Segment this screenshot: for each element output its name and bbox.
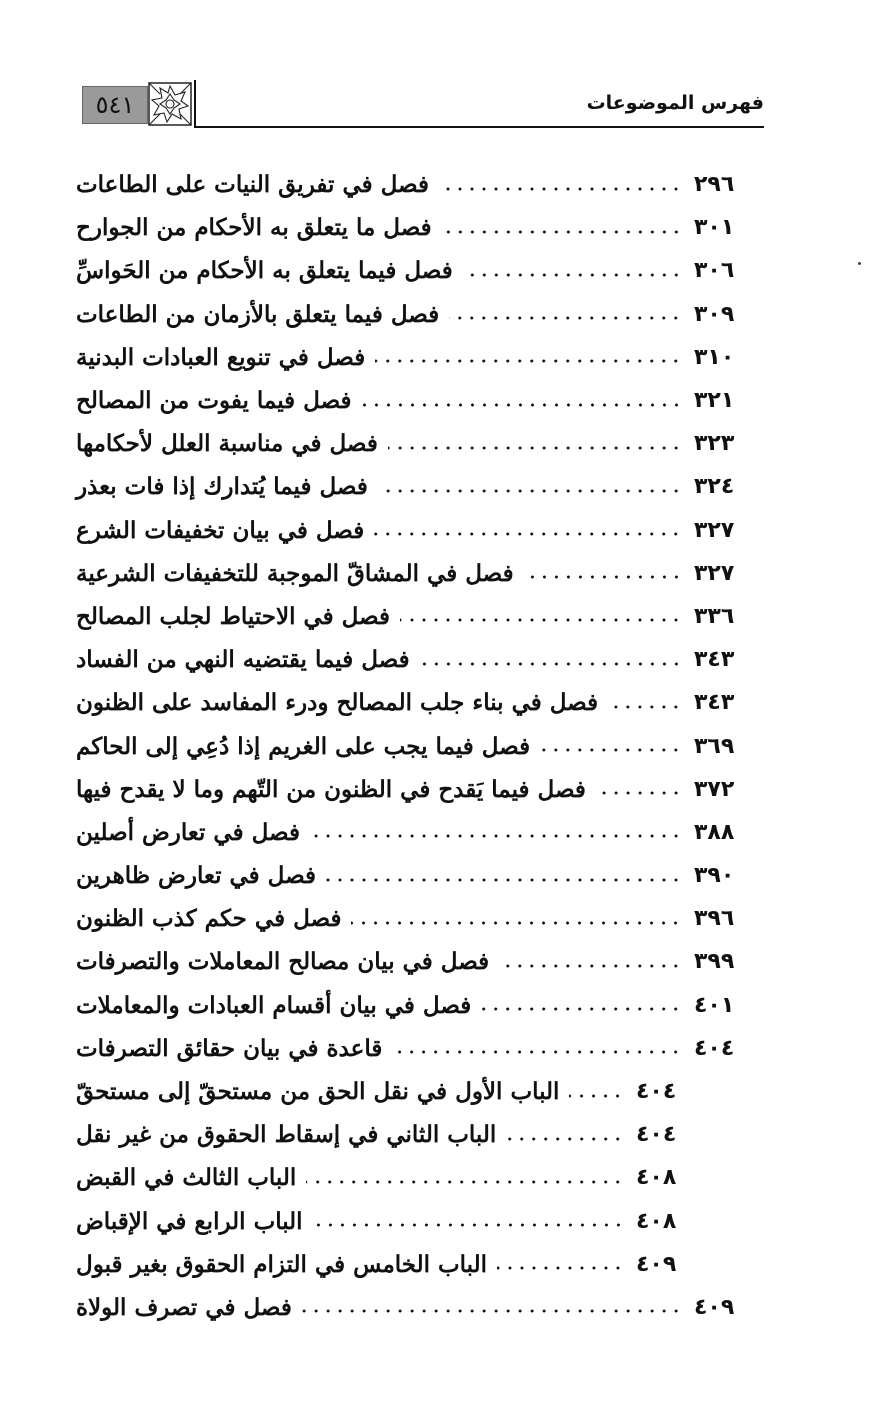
toc-entry-title: فصل في تعارض ظاهرين <box>76 862 317 890</box>
toc-entry-page: ٣٨٨ <box>694 819 735 845</box>
toc-entry-title: فصل في تنويع العبادات البدنية <box>76 343 366 371</box>
toc-entry-page: ٤٠٤ <box>636 1079 677 1105</box>
table-of-contents <box>76 163 762 1329</box>
dot-leader <box>306 1180 624 1184</box>
dot-leader <box>481 1007 682 1011</box>
dot-leader <box>449 316 682 320</box>
toc-entry-title: الباب الخامس في التزام الحقوق بغير قبول <box>76 1250 488 1278</box>
toc-entry <box>76 249 762 292</box>
toc-entry-page: ٣١٠ <box>694 344 735 370</box>
toc-entry-title: فصل فيما يتعلق به الأحكام من الحَواسِّ <box>76 257 453 285</box>
page-header <box>70 78 764 132</box>
toc-entry-title: فصل فيما يقتضيه النهي من الفساد <box>76 646 410 674</box>
toc-entry-page: ٣٤٣ <box>694 690 735 716</box>
toc-entry-page: ٣٠٦ <box>694 258 735 284</box>
toc-entry <box>76 1286 762 1329</box>
toc-entry <box>76 1027 762 1070</box>
toc-entry-page: ٣٩٦ <box>694 906 735 932</box>
toc-entry-page: ٣٩٠ <box>694 863 735 889</box>
toc-entry-title: قاعدة في بيان حقائق التصرفات <box>76 1034 383 1062</box>
toc-entry-title: فصل في مناسبة العلل لأحكامها <box>76 430 378 458</box>
toc-entry <box>76 724 762 767</box>
dot-leader <box>313 1223 624 1227</box>
dot-leader <box>506 1137 624 1141</box>
toc-entry-page: ٤٠٨ <box>636 1208 677 1234</box>
toc-entry <box>76 1200 762 1243</box>
toc-entry <box>76 984 762 1027</box>
toc-entry-title: فصل ما يتعلق به الأحكام من الجوارح <box>76 214 432 242</box>
dot-leader <box>400 618 682 622</box>
toc-entry-title: فصل في المشاقّ الموجبة للتخفيفات الشرعية <box>76 559 514 587</box>
toc-entry-page: ٣٩٩ <box>694 949 735 975</box>
toc-entry-page: ٣٦٩ <box>694 733 735 759</box>
toc-entry <box>76 940 762 983</box>
toc-entry <box>76 1113 762 1156</box>
dot-leader <box>388 446 682 450</box>
dot-leader <box>524 575 682 579</box>
toc-entry <box>76 336 762 379</box>
dot-leader <box>540 748 682 752</box>
toc-entry-page: ٤٠٨ <box>636 1165 677 1191</box>
toc-entry-title: فصل في بناء جلب المصالح ودرء المفاسد على الظنون <box>76 689 599 717</box>
toc-entry <box>76 293 762 336</box>
toc-entry <box>76 509 762 552</box>
dot-leader <box>499 964 682 968</box>
toc-entry-page: ٣٢٤ <box>694 474 735 500</box>
toc-entry <box>76 1156 762 1199</box>
toc-entry <box>76 681 762 724</box>
toc-entry <box>76 768 762 811</box>
dot-leader <box>596 791 682 795</box>
dot-leader <box>362 403 682 407</box>
toc-entry-page: ٣٠١ <box>694 215 735 241</box>
header-vertical-rule <box>194 80 196 126</box>
geometric-star-ornament-icon <box>148 82 192 126</box>
toc-entry-title: فصل في الاحتياط لجلب المصالح <box>76 602 390 630</box>
header-title: فهرس الموضوعات <box>586 92 764 114</box>
dot-leader <box>569 1094 624 1098</box>
page-number-box <box>82 86 148 124</box>
toc-entry <box>76 1243 762 1286</box>
dot-leader <box>497 1266 624 1270</box>
toc-entry <box>76 638 762 681</box>
toc-entry-title: الباب الثالث في القبض <box>76 1164 297 1192</box>
toc-entry-title: فصل فيما يفوت من المصالح <box>76 387 352 415</box>
dot-leader <box>374 532 682 536</box>
toc-entry-page: ٤٠١ <box>694 992 735 1018</box>
dot-leader <box>310 834 682 838</box>
toc-entry-title: الباب الثاني في إسقاط الحقوق من غير نقل <box>76 1121 497 1149</box>
toc-entry-title: فصل في تفريق النيات على الطاعات <box>76 171 429 199</box>
toc-entry-title: فصل فيما يجب على الغريم إذا دُعِي إلى الحاكم <box>76 732 531 760</box>
toc-entry <box>76 811 762 854</box>
toc-entry <box>76 163 762 206</box>
toc-entry <box>76 206 762 249</box>
toc-entry-title: الباب الرابع في الإقباض <box>76 1207 303 1235</box>
toc-entry-title: فصل فيما يتعلق بالأزمان من الطاعات <box>76 300 440 328</box>
toc-entry-page: ٣٢١ <box>694 388 735 414</box>
dot-leader <box>420 662 682 666</box>
toc-entry-title: فصل في حكم كذب الظنون <box>76 905 342 933</box>
toc-entry-title: فصل في تعارض أصلين <box>76 818 300 846</box>
dot-leader <box>351 921 682 925</box>
dot-leader <box>463 273 682 277</box>
toc-entry <box>76 422 762 465</box>
dot-leader <box>326 878 682 882</box>
margin-mark <box>858 262 861 265</box>
dot-leader <box>442 230 682 234</box>
toc-entry <box>76 854 762 897</box>
toc-entry-title: الباب الأول في نقل الحق من مستحقّ إلى مستحقّ <box>76 1078 560 1106</box>
header-horizontal-rule <box>194 126 764 128</box>
dot-leader <box>302 1309 682 1313</box>
dot-leader <box>378 489 682 493</box>
toc-entry <box>76 465 762 508</box>
toc-entry-page: ٣٤٣ <box>694 647 735 673</box>
toc-entry-page: ٣٠٩ <box>694 301 735 327</box>
dot-leader <box>608 705 682 709</box>
toc-entry <box>76 595 762 638</box>
toc-entry-page: ٣٣٦ <box>694 603 735 629</box>
toc-entry-page: ٣٢٧ <box>694 560 735 586</box>
toc-entry <box>76 379 762 422</box>
toc-entry-title: فصل فيما يَقدح في الظنون من التّهم وما لا يقدح فيها <box>76 775 586 803</box>
toc-entry-page: ٢٩٦ <box>694 172 735 198</box>
toc-entry-page: ٣٢٣ <box>694 431 735 457</box>
toc-entry <box>76 897 762 940</box>
toc-entry-title: فصل فيما يُتدارك إذا فات بعذر <box>76 473 368 501</box>
toc-entry-title: فصل في بيان أقسام العبادات والمعاملات <box>76 991 472 1019</box>
dot-leader <box>439 187 682 191</box>
toc-entry <box>76 1070 762 1113</box>
toc-entry <box>76 552 762 595</box>
toc-entry-page: ٤٠٤ <box>636 1122 677 1148</box>
toc-entry-title: فصل في بيان تخفيفات الشرع <box>76 516 365 544</box>
toc-entry-title: فصل في تصرف الولاة <box>76 1293 292 1321</box>
dot-leader <box>392 1050 682 1054</box>
toc-entry-page: ٤٠٩ <box>694 1294 735 1320</box>
dot-leader <box>375 359 682 363</box>
page-number: ٥٤١ <box>95 91 135 119</box>
toc-entry-page: ٤٠٤ <box>694 1035 735 1061</box>
toc-entry-title: فصل في بيان مصالح المعاملات والتصرفات <box>76 948 490 976</box>
toc-entry-page: ٤٠٩ <box>636 1251 677 1277</box>
toc-entry-page: ٣٢٧ <box>694 517 735 543</box>
toc-entry-page: ٣٧٢ <box>694 776 735 802</box>
